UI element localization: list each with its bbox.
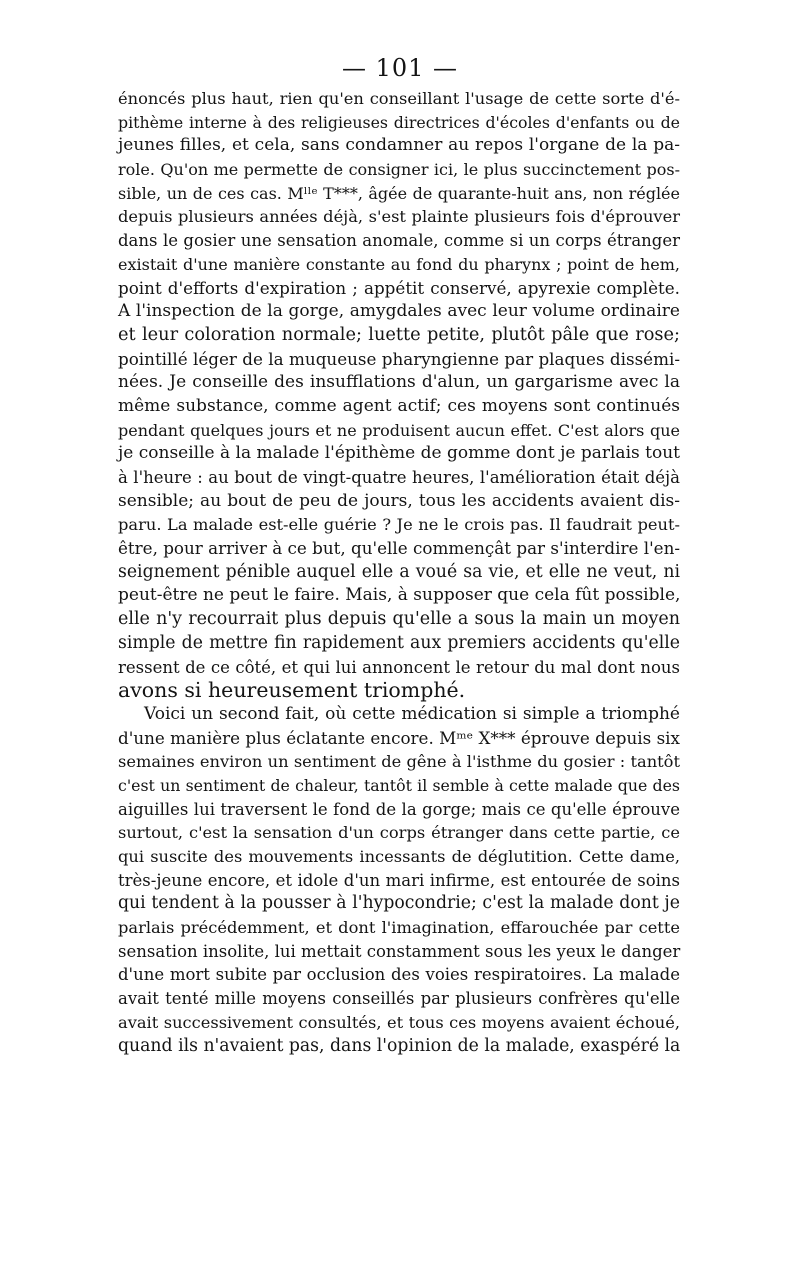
text-line: nées. Je conseille des insufflations d'alun, un gargarisme avec la: [118, 372, 680, 393]
text-line: aiguilles lui traversent le fond de la gorge; mais ce qu'elle éprouve: [118, 799, 680, 819]
text-line: pointillé léger de la muqueuse pharyngienne par plaques dissémi-: [118, 348, 680, 369]
text-line: à l'heure : au bout de vingt-quatre heures, l'amélioration était déjà: [118, 468, 680, 487]
text-line: dans le gosier une sensation anomale, comme si un corps étranger: [118, 231, 680, 251]
text-line: pendant quelques jours et ne produisent aucun effet. C'est alors que: [118, 420, 680, 440]
text-line: ressent de ce côté, et qui lui annoncent le retour du mal dont nous: [118, 657, 680, 677]
text-line: être, pour arriver à ce but, qu'elle commençât par s'interdire l'en-: [118, 538, 681, 559]
page-number: — 101 —: [341, 54, 459, 82]
text-line: parlais précédemment, et dont l'imagination, effarouchée par cette: [118, 918, 680, 938]
text-line: jeunes filles, et cela, sans condamner au repos l'organe de la pa-: [118, 135, 680, 156]
text-line: je conseille à la malade l'épithème de gomme dont je parlais tout: [118, 443, 680, 464]
body-text: [118, 87, 680, 1058]
text-line: simple de mettre fin rapidement aux premiers accidents qu'elle: [118, 632, 680, 653]
text-line: pithème interne à des religieuses directrices d'écoles d'enfants ou de: [118, 112, 680, 132]
text-line: role. Qu'on me permette de consigner ici, le plus succinctement pos-: [118, 160, 680, 180]
text-line: surtout, c'est la sensation d'un corps étranger dans cette partie, ce: [118, 823, 680, 843]
text-line: elle n'y recourrait plus depuis qu'elle a sous la main un moyen: [118, 609, 680, 630]
text-line: quand ils n'avaient pas, dans l'opinion de la malade, exaspéré la: [118, 1035, 681, 1056]
text-line: Voici un second fait, où cette médication si simple a triomphé: [144, 703, 680, 724]
text-line: et leur coloration normale; luette petite, plutôt pâle que rose;: [118, 324, 680, 345]
text-line: avait tenté mille moyens conseillés par plusieurs confrères qu'elle: [118, 989, 680, 1009]
text-line: d'une manière plus éclatante encore. Mᵐᵉ X*** éprouve depuis six: [118, 727, 680, 748]
text-line: semaines environ un sentiment de gêne à l'isthme du gosier : tantôt: [118, 752, 680, 772]
text-line: d'une mort subite par occlusion des voies respiratoires. La malade: [118, 965, 680, 985]
paragraph-1: [118, 87, 680, 703]
text-line: qui suscite des mouvements incessants de déglutition. Cette dame,: [118, 847, 680, 866]
text-line: sensible; au bout de peu de jours, tous les accidents avaient dis-: [118, 490, 680, 511]
text-line: sensation insolite, lui mettait constamment sous les yeux le danger: [118, 941, 681, 961]
text-line: très-jeune encore, et idole d'un mari infirme, est entourée de soins: [118, 870, 680, 890]
text-line: seignement pénible auquel elle a voué sa vie, et elle ne veut, ni: [118, 561, 680, 582]
paragraph-2: [118, 703, 680, 1058]
text-line: qui tendent à la pousser à l'hypocondrie; c'est la malade dont je: [118, 893, 680, 914]
text-line: depuis plusieurs années déjà, s'est plainte plusieurs fois d'éprouver: [118, 207, 680, 227]
text-line: peut-être ne peut le faire. Mais, à supposer que cela fût possible,: [118, 585, 681, 606]
text-line: énoncés plus haut, rien qu'en conseillant l'usage de cette sorte d'é-: [118, 89, 680, 108]
text-line: même substance, comme agent actif; ces moyens sont continués: [118, 395, 680, 416]
text-line: sible, un de ces cas. Mˡˡᵉ T***, âgée de quarante-huit ans, non réglée: [118, 183, 680, 203]
text-line: existait d'une manière constante au fond du pharynx ; point de hem,: [118, 254, 680, 274]
text-line: avons si heureusement triomphé.: [118, 678, 466, 703]
text-line: paru. La malade est-elle guérie ? Je ne le crois pas. Il faudrait peut-: [118, 515, 680, 535]
text-line: A l'inspection de la gorge, amygdales avec leur volume ordinaire: [118, 301, 680, 322]
text-line: c'est un sentiment de chaleur, tantôt il semble à cette malade que des: [118, 775, 680, 795]
text-line: point d'efforts d'expiration ; appétit conservé, apyrexie complète.: [118, 277, 680, 298]
text-line: avait successivement consultés, et tous ces moyens avaient échoué,: [118, 1012, 680, 1032]
